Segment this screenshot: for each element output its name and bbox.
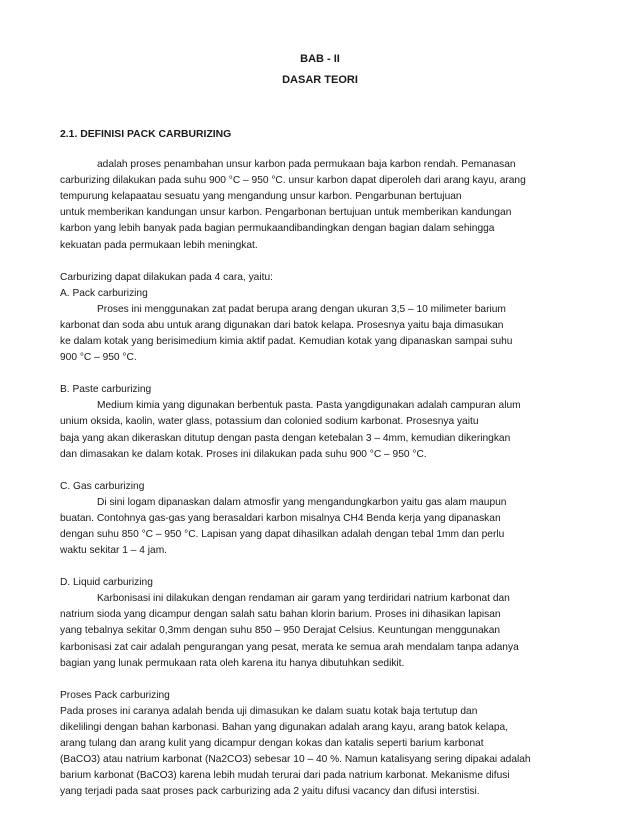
paste-section [60,382,580,462]
process-heading: Proses Pack carburizing [60,689,170,701]
paragraph-line: Di sini logam dipanaskan dalam atmosfir yang mengandungkarbon yaitu gas alam maupun [97,496,507,508]
document-page [60,50,580,800]
pack-heading: A. Pack carburizing [60,287,148,299]
process-section [60,688,580,801]
paragraph-line: karbonisasi zat cair adalah pengurangan yang pesat, merata ke semua arah mendalam tanpa adanya [60,641,519,653]
paragraph-line: waktu sekitar 1 – 4 jam. [60,545,168,557]
paragraph-line: baja yang akan dikeraskan ditutup dengan pasta dengan ketebalan 3 – 4mm, kemudian dikeringkan [60,432,511,444]
paragraph-line: Medium kimia yang digunakan berbentuk pasta. Pasta yangdigunakan adalah campuran alum [97,400,521,412]
paragraph-line: natrium sioda yang dicampur dengan salah satu bahan klorin barium. Proses ini dihasikan lapisan [60,609,501,621]
methods-section [60,270,580,367]
chapter-number: BAB - II [300,53,340,65]
paragraph-line: 900 °C – 950 °C. [60,352,137,364]
paragraph-line: Karbonisasi ini dilakukan dengan rendaman air garam yang terdiridari natrium karbonat dan [97,593,510,605]
paragraph-line: karbon yang lebih banyak pada bagian permukaandibandingkan dengan bagian dalam sehingga [60,223,495,235]
gas-section [60,479,580,559]
paragraph-line: barium karbonat (BaCO3) karena lebih mudah terurai dari pada natrium karbonat. Mekanisme difusi [60,770,510,782]
paragraph-line: (BaCO3) atau natrium karbonat (Na2CO3) sebesar 10 – 40 %. Namun katalisyang sering dipakai adalah [60,754,531,766]
chapter-title: DASAR TEORI [282,74,358,86]
gas-heading: C. Gas carburizing [60,480,145,492]
paragraph-line: kekuatan pada permukaan lebih meningkat. [60,239,258,251]
paragraph-line: yang terjadi pada saat proses pack carburizing ada 2 yaitu difusi vacancy dan difusi interstisi. [60,786,480,798]
liquid-heading: D. Liquid carburizing [60,577,153,589]
paragraph-line: carburizing dilakukan pada suhu 900 °C – 950 °C. unsur karbon dapat diperoleh dari arang kayu, arang [60,175,526,187]
intro-paragraph [60,157,580,254]
paragraph-line: yang tebalnya sekitar 0,3mm dengan suhu 850 – 950 Derajat Celsius. Keuntungan menggunakan [60,625,501,637]
paragraph-line: bagian yang lunak permukaan rata oleh karena itu hanya dibutuhkan sedikit. [60,657,405,669]
section-heading: 2.1. DEFINISI PACK CARBURIZING [60,129,232,140]
paragraph-line: adalah proses penambahan unsur karbon pada permukaan baja karbon rendah. Pemanasan [97,159,516,171]
paragraph-line: Pada proses ini caranya adalah benda uji dimasukan ke dalam suatu kotak baja tertutup dan [60,705,478,717]
paragraph-line: unium oksida, kaolin, water glass, potassium dan colonied sodium karbonat. Prosesnya yaitu [60,416,479,428]
paragraph-line: Proses ini menggunakan zat padat berupa arang dengan ukuran 3,5 – 10 milimeter barium [97,303,506,315]
paragraph-line: arang tulang dan arang kulit yang dicampur dengan kokas dan katalis seperti barium karbonat [60,738,484,749]
paragraph-line: dan dimasakan ke dalam kotak. Proses ini dilakukan pada suhu 900 °C – 950 °C. [60,448,427,460]
paragraph-line: dengan suhu 850 °C – 950 °C. Lapisan yang dapat dihasilkan adalah dengan tebal 1mm dan perlu [60,528,505,540]
paragraph-line: untuk memberikan kandungan unsur karbon. Pengarbonan bertujuan untuk memberikan kandungan [60,207,512,219]
paste-heading: B. Paste carburizing [60,384,152,396]
paragraph-line: karbonat dan soda abu untuk arang digunakan dari batok kelapa. Prosesnya yaitu baja dimasukan [60,319,504,331]
paragraph-line: dikelilingi dengan bahan karbonasi. Bahan yang digunakan adalah arang kayu, arang batok kelapa, [60,721,509,733]
paragraph-line: ke dalam kotak yang berisimedium kimia aktif padat. Kemudian kotak yang dipanaskan sampai suhu [60,336,513,348]
methods-intro: Carburizing dapat dilakukan pada 4 cara, yaitu: [60,271,273,283]
liquid-section [60,575,580,672]
paragraph-line: tempurung kelapaatau sesuatu yang mengandung unsur karbon. Pengarbunan bertujuan [60,191,462,203]
paragraph-line: buatan. Contohnya gas-gas yang berasaldari karbon misalnya CH4 Benda kerja yang dipanaskan [60,512,501,524]
